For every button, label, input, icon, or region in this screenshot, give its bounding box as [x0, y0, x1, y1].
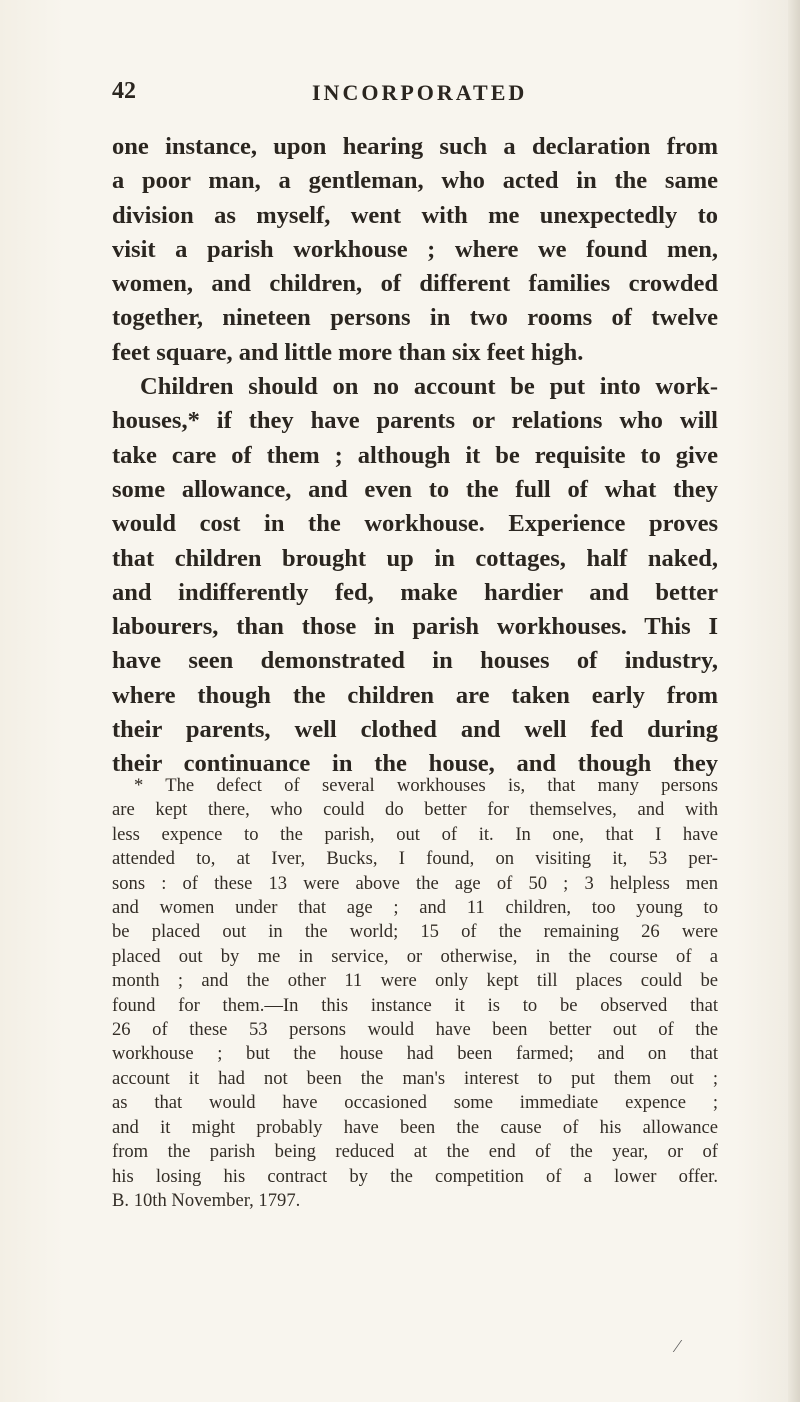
page-edge — [788, 0, 800, 1402]
text-line: houses,* if they have parents or relations who will — [112, 407, 718, 435]
text-line: where though the children are taken early from — [112, 681, 718, 709]
text-line: visit a parish workhouse ; where we found men, — [112, 235, 718, 263]
text-line: feet square, and little more than six feet high. — [112, 338, 584, 366]
text-line: have seen demonstrated in houses of industry, — [112, 647, 718, 675]
footnote-line: * The defect of several workhouses is, that many persons — [134, 775, 718, 796]
text-line: their continuance in the house, and though they — [112, 750, 718, 778]
text-line: women, and children, of different families crowded — [112, 270, 718, 298]
footnote-line: from the parish being reduced at the end of the year, or of — [112, 1141, 718, 1163]
footnote-line: and it might probably have been the cause of his allowance — [112, 1116, 718, 1138]
footnote-line: be placed out in the world; 15 of the remaining 26 were — [112, 921, 718, 943]
footnote-line: found for them.—In this instance it is to be observed that — [112, 994, 718, 1016]
footnote — [112, 774, 718, 1213]
text-line: that children brought up in cottages, half naked, — [112, 544, 718, 572]
stray-ink-mark: ⁄ — [676, 1336, 680, 1356]
footnote-line: less expence to the parish, out of it. In one, that I have — [112, 823, 718, 845]
running-head: INCORPORATED — [312, 80, 528, 105]
text-line: a poor man, a gentleman, who acted in the same — [112, 167, 718, 195]
footnote-line: sons : of these 13 were above the age of 50 ; 3 helpless men — [112, 872, 718, 894]
footnote-line: workhouse ; but the house had been farmed; and on that — [112, 1043, 718, 1065]
text-line: some allowance, and even to the full of what they — [112, 475, 718, 503]
text-line: and indifferently fed, make hardier and better — [112, 578, 718, 606]
footnote-line: and women under that age ; and 11 children, too young to — [112, 897, 718, 919]
text-line: Children should on no account be put into work- — [140, 373, 718, 401]
text-line: take care of them ; although it be requisite to give — [112, 441, 718, 469]
footnote-line: attended to, at Iver, Bucks, I found, on visiting it, 53 per- — [112, 848, 718, 870]
footnote-signature: B. 10th November, 1797. — [112, 1189, 301, 1211]
text-line: division as myself, went with me unexpectedly to — [112, 201, 718, 229]
footnote-line: placed out by me in service, or otherwise, in the course of a — [112, 945, 718, 967]
footnote-line: 26 of these 53 persons would have been better out of the — [112, 1019, 718, 1041]
footnote-line: account it had not been the man's interest to put them out ; — [112, 1067, 718, 1089]
footnote-line: are kept there, who could do better for themselves, and with — [112, 799, 718, 821]
main-text — [112, 130, 718, 782]
text-line: one instance, upon hearing such a declaration from — [112, 133, 718, 160]
footnote-line: as that would have occasioned some immediate expence ; — [112, 1092, 718, 1114]
text-line: their parents, well clothed and well fed during — [112, 716, 718, 744]
page-number: 42 — [112, 78, 136, 104]
text-line: together, nineteen persons in two rooms of twelve — [112, 304, 718, 332]
page-header — [112, 78, 712, 114]
text-line: would cost in the workhouse. Experience proves — [112, 510, 718, 538]
footnote-line: his losing his contract by the competition of a lower offer. — [112, 1165, 718, 1187]
footnote-line: month ; and the other 11 were only kept till places could be — [112, 970, 718, 992]
text-line: labourers, than those in parish workhouses. This I — [112, 613, 718, 641]
